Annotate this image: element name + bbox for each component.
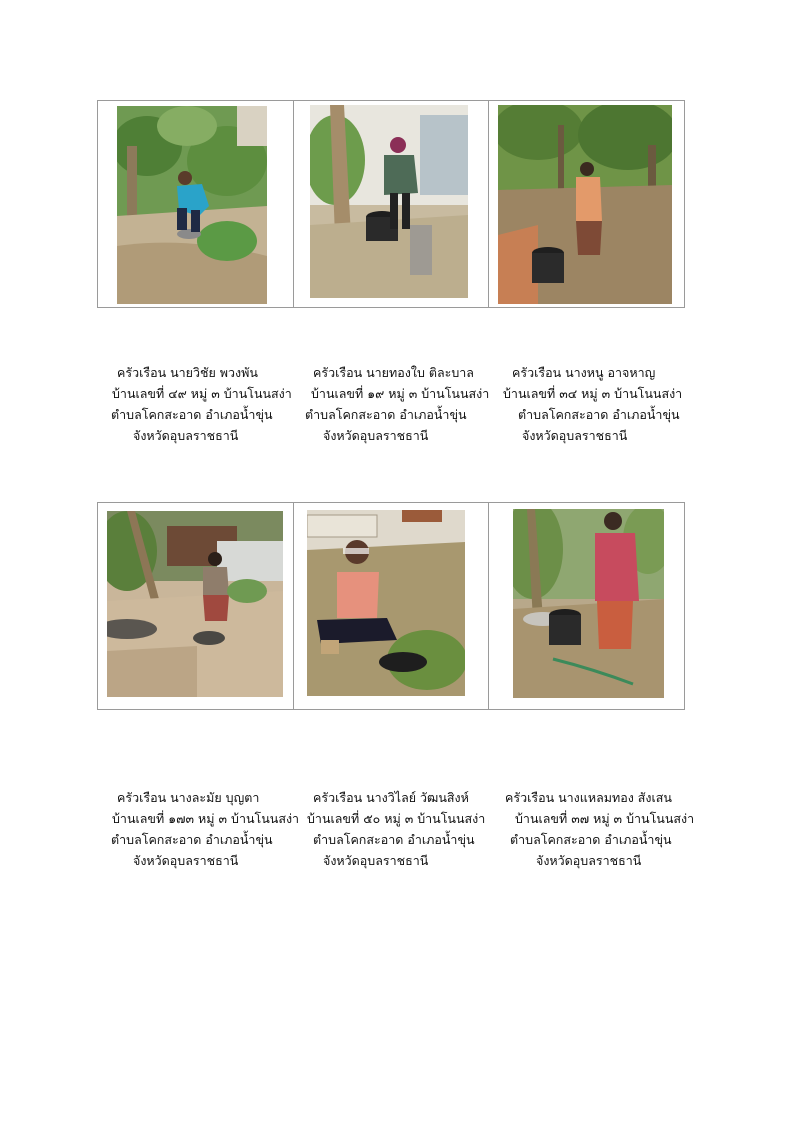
caption-2-province: จังหวัดอุบลราชธานี [323, 428, 429, 443]
photo-table-row-2 [97, 502, 685, 710]
photo-table-row-1 [97, 100, 685, 308]
caption-2-household: ครัวเรือน นายทองใบ ติละบาล [313, 365, 474, 380]
household-photo-4 [107, 511, 283, 697]
household-photo-2 [310, 105, 468, 298]
caption-3-province: จังหวัดอุบลราชธานี [522, 428, 628, 443]
caption-2-subdistrict: ตำบลโคกสะอาด อำเภอน้ำขุ่น [305, 407, 467, 422]
caption-3-household: ครัวเรือน นางหนู อาจหาญ [512, 365, 656, 380]
caption-1-address: บ้านเลขที่ ๔๙ หมู่ ๓ บ้านโนนสง่า [112, 386, 292, 401]
photo-person-standing-yard [498, 105, 672, 304]
caption-4-household: ครัวเรือน นางละมัย บุญตา [117, 790, 260, 805]
household-photo-6 [513, 509, 664, 698]
photo-person-crouching-banana [117, 106, 267, 304]
caption-1-province: จังหวัดอุบลราชธานี [133, 428, 239, 443]
caption-6-province: จังหวัดอุบลราชธานี [536, 853, 642, 868]
caption-3-subdistrict: ตำบลโคกสะอาด อำเภอน้ำขุ่น [518, 407, 680, 422]
photo-cell-6 [489, 503, 685, 710]
photo-woman-beside-bin [513, 509, 664, 698]
caption-4-province: จังหวัดอุบลราชธานี [133, 853, 239, 868]
caption-1-subdistrict: ตำบลโคกสะอาด อำเภอน้ำขุ่น [111, 407, 273, 422]
caption-5-household: ครัวเรือน นางวิไลย์ วัฒนสิงห์ [313, 790, 469, 805]
photo-woman-crouching-with-lid [307, 510, 465, 696]
caption-6-address: บ้านเลขที่ ๓๗ หมู่ ๓ บ้านโนนสง่า [515, 811, 695, 826]
photo-cell-3 [489, 101, 685, 308]
caption-6-subdistrict: ตำบลโคกสะอาด อำเภอน้ำขุ่น [510, 832, 672, 847]
household-photo-3 [498, 105, 672, 304]
caption-5-subdistrict: ตำบลโคกสะอาด อำเภอน้ำขุ่น [313, 832, 475, 847]
caption-4-address: บ้านเลขที่ ๑๗๓ หมู่ ๓ บ้านโนนสง่า [112, 811, 300, 826]
photo-cell-4 [98, 503, 294, 710]
photo-woman-by-pit-covers [107, 511, 283, 697]
household-photo-5 [307, 510, 465, 696]
photo-person-with-bucket [310, 105, 468, 298]
household-photo-1 [117, 106, 267, 304]
caption-5-province: จังหวัดอุบลราชธานี [323, 853, 429, 868]
caption-2-address: บ้านเลขที่ ๑๙ หมู่ ๓ บ้านโนนสง่า [311, 386, 490, 401]
photo-cell-5 [293, 503, 489, 710]
photo-cell-2 [293, 101, 489, 308]
caption-3-address: บ้านเลขที่ ๓๔ หมู่ ๓ บ้านโนนสง่า [503, 386, 683, 401]
photo-cell-1 [98, 101, 294, 308]
caption-1-household: ครัวเรือน นายวิชัย พวงพัน [117, 365, 258, 380]
caption-4-subdistrict: ตำบลโคกสะอาด อำเภอน้ำขุ่น [111, 832, 273, 847]
caption-6-household: ครัวเรือน นางแหลมทอง สังเสน [505, 790, 672, 805]
caption-5-address: บ้านเลขที่ ๕๐ หมู่ ๓ บ้านโนนสง่า [307, 811, 486, 826]
